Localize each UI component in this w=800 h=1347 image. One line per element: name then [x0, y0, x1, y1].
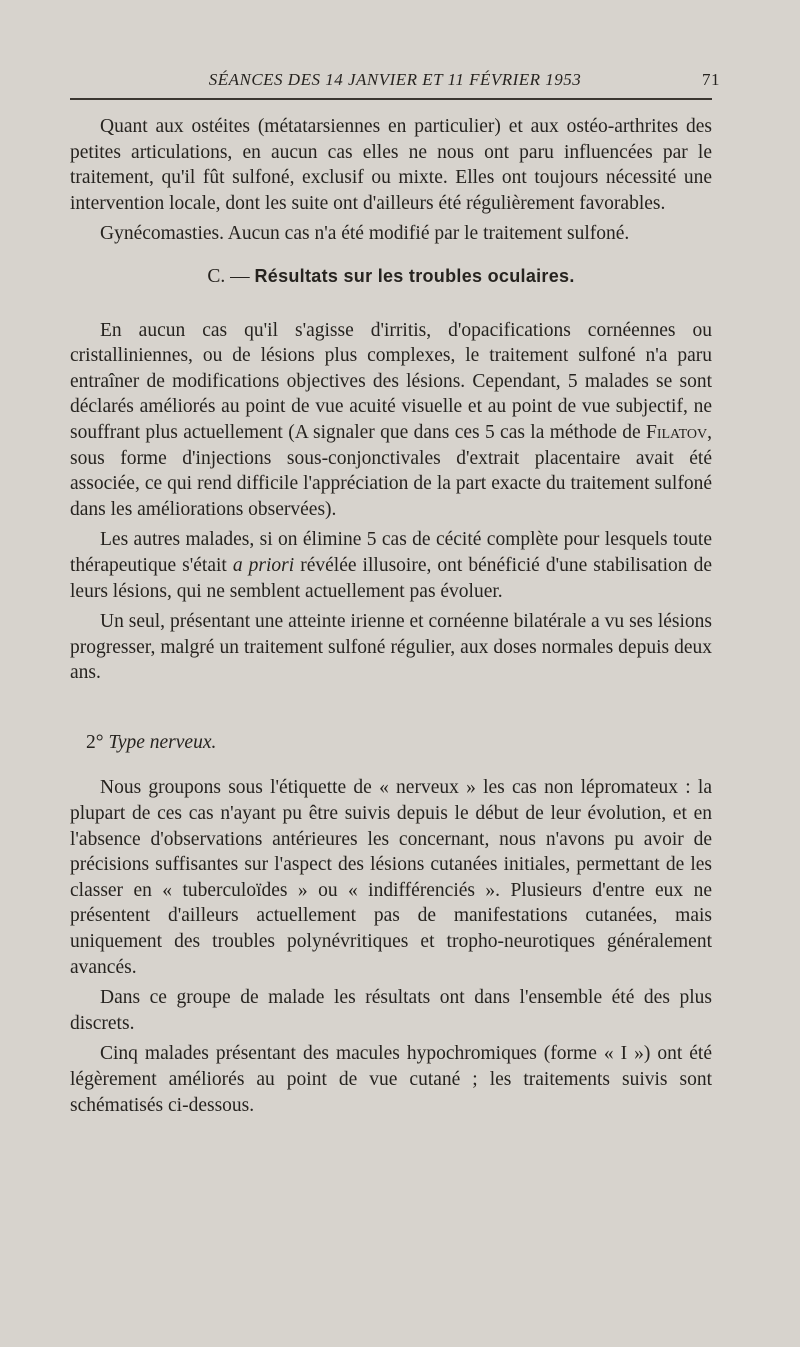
paragraph-other-end: révélée illusoire, ont bénéficié d'une stabilisation de leurs lésions, qui ne semblent actuellement pas évoluer. — [70, 554, 712, 602]
paragraph-other-start: Les autres malades, si on élimine 5 cas de cécité complète pour lesquels toute thérapeutique s'était — [70, 529, 712, 576]
italic-a-priori: a priori — [232, 554, 295, 576]
body-text — [70, 114, 712, 1118]
paragraph-ocular-text: En aucun cas qu'il s'agisse d'irritis, d'opacifications cornéennes ou cristalliniennes, ou de lésions plus complexes, le traitement sulfoné n'a paru entraîner de modifications objectives des lésions. Cependant, 5 malades se sont déclarés améliorés au point de vue acuité visuelle et au point de vue subjectif, ne souffrant plus actuellement (A signaler que dans ces 5 cas la méthode de — [70, 319, 712, 443]
paragraph-five-patients: Cinq malades présentant des macules hypochromiques (forme « I ») ont été légèrement améliorés au point de vue cutané ; les traitements suivis sont schématisés ci-dessous. — [70, 1043, 712, 1116]
section-prefix: C. — — [207, 265, 255, 287]
paragraph-single-case: Un seul, présentant une atteinte irienne et cornéenne bilatérale a vu ses lésions progresser, malgré un traitement sulfoné régulier, aux doses normales depuis deux ans. — [70, 611, 712, 684]
header-rule — [70, 98, 712, 100]
paragraph-ocular-end: , sous forme d'injections sous-conjonctivales d'extrait placentaire avait été associée, ce qui rend difficile l'appréciation de la part exacte du traitement sulfoné dans les améliorations observées). — [70, 421, 713, 520]
page-number: 71 — [702, 70, 720, 89]
subheading-number: 2° — [86, 731, 104, 753]
section-title: Résultats sur les troubles oculaires. — [254, 265, 575, 286]
subheading-type-nerveux — [70, 730, 712, 756]
paragraph-other-patients — [70, 527, 712, 604]
paragraph-nerveux-groups: Nous groupons sous l'étiquette de « nerveux » les cas non lépromateux : la plupart de ces cas n'ayant pu être suivis depuis le début de leur évolution, et en l'absence d'observations antérieures les concernant, nous n'avons pu avoir de précisions suffisantes sur l'aspect des lésions cutanées initiales, permettant de les classer en « tuberculoïdes » ou « indifférenciés ». Plusieurs d'entre eux ne présentent d'ailleurs actuellement pas de manifestations cutanées, mais uniquement des troubles polynévritiques et tropho-neurotiques généralement avancés. — [70, 777, 712, 978]
subheading-title: Type nerveux. — [108, 731, 217, 753]
header-title: SÉANCES DES 14 JANVIER ET 11 FÉVRIER 1953 — [208, 70, 582, 89]
section-heading-c — [70, 264, 712, 290]
author-name: Filatov — [646, 421, 708, 443]
paragraph-group-results: Dans ce groupe de malade les résultats ont dans l'ensemble été des plus discrets. — [70, 987, 712, 1034]
paragraph-gynecomasties: Gynécomasties. Aucun cas n'a été modifié par le traitement sulfoné. — [100, 223, 630, 245]
paragraph-ocular-results — [70, 318, 712, 523]
paragraph-osteites: Quant aux ostéites (métatarsiennes en particulier) et aux ostéo-arthrites des petites articulations, en aucun cas elles ne nous ont paru influencées par le traitement, qu'il fût sulfoné, exclusif ou mixte. Elles ont toujours nécessité une intervention locale, dont les suite ont d'ailleurs été régulièrement favorables. — [70, 116, 712, 214]
